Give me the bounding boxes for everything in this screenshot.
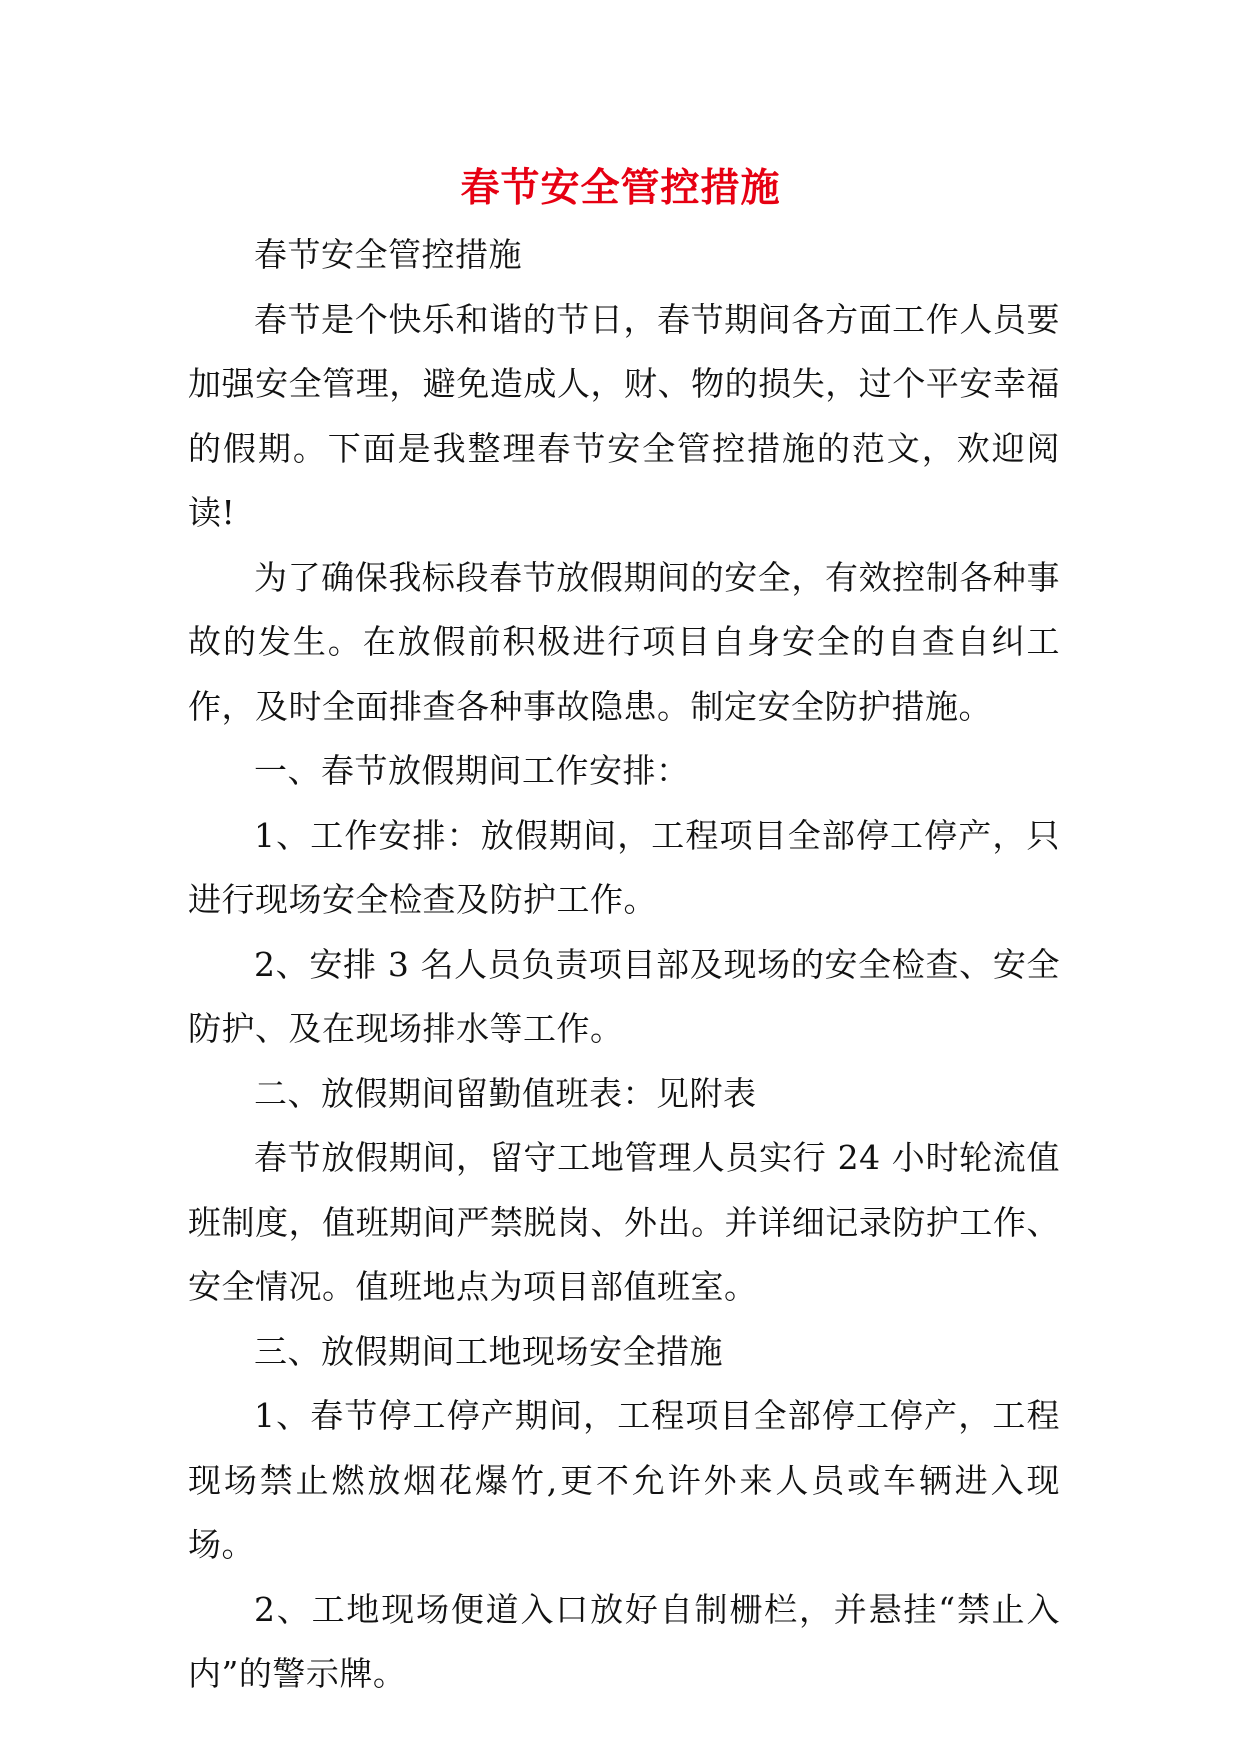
section-heading-3: 三、放假期间工地现场安全措施 — [254, 1331, 723, 1371]
paragraph-item-1-2: 2、安排 3 名人员负责项目部及现场的安全检查、安全防护、及在现场排水等工作。 — [188, 944, 1060, 1048]
document-title: 春节安全管控措施 — [460, 165, 781, 211]
section-heading-1: 一、春节放假期间工作安排： — [254, 751, 690, 790]
paragraph-purpose: 为了确保我标段春节放假期间的安全，有效控制各种事故的发生。在放假前积极进行项目自身安全的自查自纠工作，及时全面排查各种事故隐患。制定安全防护措施。 — [188, 557, 1060, 726]
paragraph-item-3-2: 2、工地现场便道入口放好自制栅栏，并悬挂“禁止入内”的警示牌。 — [188, 1589, 1060, 1693]
paragraph-item-1-1: 1、工作安排：放假期间，工程项目全部停工停产，只进行现场安全检查及防护工作。 — [188, 815, 1060, 919]
document-body — [188, 223, 1060, 1707]
paragraph-duty-schedule: 春节放假期间，留守工地管理人员实行 24 小时轮流值班制度，值班期间严禁脱岗、外出。并详细记录防护工作、安全情况。值班地点为项目部值班室。 — [188, 1138, 1060, 1306]
paragraph-item-3-1: 1、春节停工停产期间，工程项目全部停工停产，工程现场禁止燃放烟花爆竹,更不允许外来人员或车辆进入现场。 — [188, 1396, 1060, 1564]
section-heading-2: 二、放假期间留勤值班表：见附表 — [254, 1073, 757, 1113]
paragraph-intro: 春节是个快乐和谐的节日，春节期间各方面工作人员要加强安全管理，避免造成人，财、物的损失，过个平安幸福的假期。下面是我整理春节安全管控措施的范文，欢迎阅读! — [188, 299, 1060, 532]
paragraph-subtitle: 春节安全管控措施 — [254, 235, 522, 274]
